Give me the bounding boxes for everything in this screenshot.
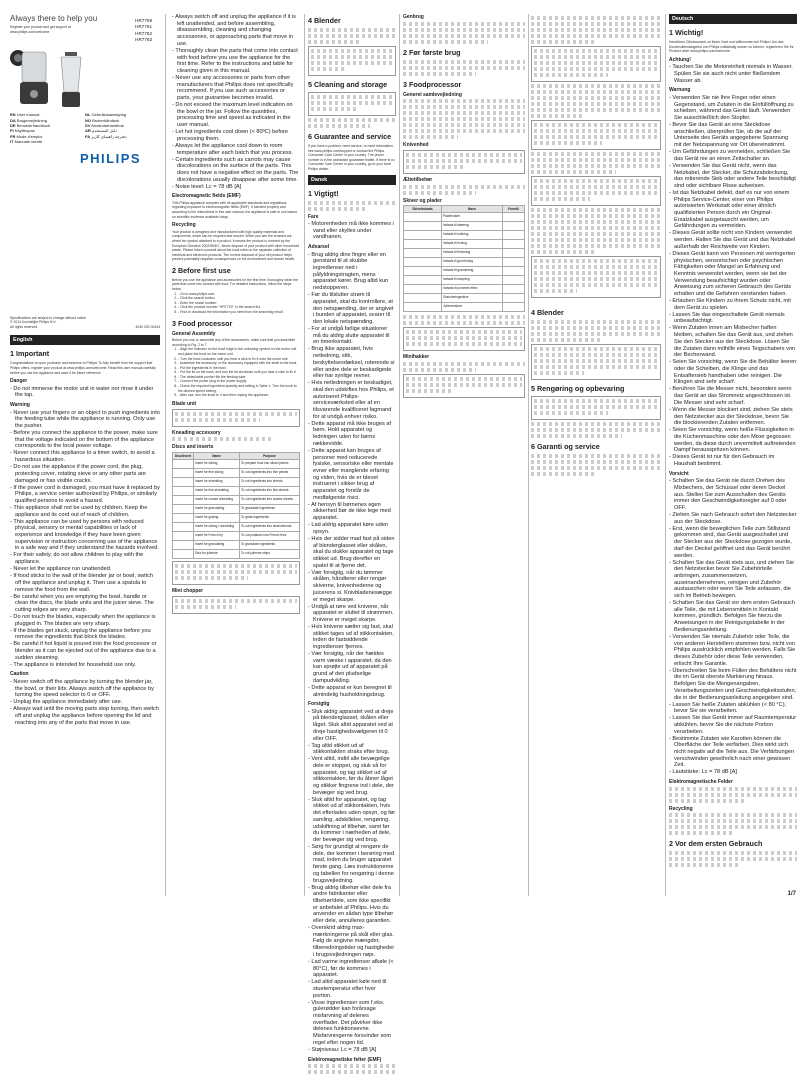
list-item: - Brug aldrig dine fingre eller en genstand til at skubbe ingredienser ned i påfyldningstragten, mens apparatet kører. Brug altid kun nedstopperen. [308, 251, 389, 292]
philips-logo: PHILIPS [80, 150, 142, 166]
food-processor-heading: 3 Food processor [172, 318, 233, 328]
list-item: - Do not use the appliance if the power cord, the plug, protecting cover, rotating sieve or any other parts are damaged or has visible cracks. [10, 464, 146, 484]
list-item: - Verwenden Sie nie Ihre Finger oder einen Gegenstand, um Zutaten in die Einfüllöffnung zu schieben, während das Gerät läuft. Verwenden Sie ausschließlich den Stopfer. [669, 94, 794, 121]
model-number: HR7761 [135, 24, 152, 30]
section-english: English [10, 335, 160, 345]
section-danish: Dansk [308, 175, 396, 185]
advarsel-list [308, 252, 396, 699]
advarsel-heading: Advarsel [308, 244, 330, 251]
caution-list [10, 679, 160, 727]
discs-heading: Discs and inserts [172, 444, 214, 451]
heading-vigtigt: 1 Vigtigt! [308, 188, 339, 198]
list-item: - For their safety, do not allow children to play with the appliance. [10, 552, 144, 566]
lang-entry: SV Användarhandbok [85, 123, 124, 128]
note-box [172, 596, 300, 614]
list-item: - Wenn die Messer blockiert sind, ziehen Sie stets den Netzstecker aus der Steckdose, bevor Sie die blockierenden Zutaten entfernen. [669, 406, 793, 427]
warning-list [10, 410, 160, 669]
column-divider [165, 14, 166, 896]
emf-heading: Electromagnetic fields (EMF) [172, 193, 241, 200]
list-item: - Thoroughly clean the parts that come into contact with food before you use the appliance for the first time. Refer to the instructions and table for cleaning given in this manual. [172, 47, 298, 74]
list-item: - Før du tilslutter strøm til apparatet, skal du kontrollere, at den netspænding, der er angivet i bunden af apparatet, svarer til den lokale netspænding. [308, 292, 394, 325]
list-item: - Lad varme ingredienser afkøle (< 80°C), før de kommes i apparatet. [308, 958, 394, 979]
list-item: - Dieses Gerät sollte nicht von Kindern verwendet werden. Halten Sie das Gerät und das Netzkabel außerhalb der Reichweite von Kindern. [669, 230, 796, 250]
step: 6. - The detachable pusher fits the feeding tube. [178, 375, 300, 380]
list-item: - Sluk aldrig apparatet ved at dreje på blenderglasset, skålen eller låget. Sluk altid apparatet ved at dreje hastighedsvælgeren til 0 eller OFF. [308, 708, 394, 742]
assembly-text: Before you use or assemble any of the accessories, make sure that you assemble according to Fig. 2 to 7. [172, 338, 296, 347]
foodprocessor-heading: 3 Foodprocessor [403, 79, 462, 89]
recycling-heading: Recycling [172, 222, 196, 229]
list-item: - Bestimmte Zutaten wie Karotten können die Oberfläche der Teile verfärben. Dies wirkt sich nicht negativ auf die Teile aus. Die Verfärbungen verschwinden gewöhnlich nach einer gewissen Zeit. [669, 735, 794, 769]
caution-heading: Caution [10, 671, 29, 678]
danger-heading: Danger [10, 378, 28, 385]
list-item: - Undgå at røre ved knivene, når apparatet er sluttet til strømmen. Knivene er meget skarpe. [308, 603, 394, 623]
lang-entry: NL Gebruiksaanwijzing [85, 112, 127, 118]
table-row: Insert for shredding To cut ingredients into shreds [173, 477, 300, 486]
list-item: - Lassen Sie heiße Zutaten abkühlen (< 80 °C), bevor Sie sie verarbeiten. [669, 701, 787, 715]
note-box [531, 344, 661, 380]
list-item: - If food sticks to the wall of the blender jar or bowl, switch off the appliance and unplug it. Then use a spatula to remove the food from the wall. [10, 573, 154, 593]
copyright: © 2014 Koninklijke Philips N.V. [10, 320, 57, 325]
list-item: - Dette apparat må ikke bruges af børn. Hold apparatet og ledningen uden for børns rækkevidde. [308, 420, 392, 447]
guarantee-heading: 6 Guarantee and service [308, 132, 392, 141]
table-row: Insert for grating To grate ingredients [173, 513, 300, 522]
list-item: - Verwenden Sie das Gerät nicht, wenn das Netzkabel, der Stecker, die Schutzabdeckung, das rotierende Sieb oder andere Teile beschädigt sind oder sichtbare Risse aufweisen. [669, 162, 796, 189]
table-row: Insert for granulating To granulate ingredients [173, 504, 300, 513]
heading-wichtig: 1 Wichtig! [669, 28, 704, 37]
foer-foerste-brug-heading: 2 Før første brug [403, 47, 461, 57]
list-item: - Tauchen Sie die Motoreinheit niemals in Wasser. Spülen Sie sie auch nicht unter fließendem Wasser ab. [669, 64, 793, 84]
list-item: - Ist das Netzkabel defekt, darf es nur von einem Philips Service-Center, einer von Philips autorisierten Werkstatt oder einer ähnlich qualifizierten Person durch ein Original-Ersatzkabel ausgetauscht werden, um Gefährdungen zu vermeiden. [669, 189, 790, 230]
list-item: - Bevor Sie das Gerät an eine Steckdose anschließen, überprüfen Sie, ob die auf der Unterseite des Geräts angegebene Spannung mit der Netzspannung vor Ort übereinstimmt. [669, 122, 789, 149]
list-item: - Unplug the appliance immediately after use. [10, 699, 123, 706]
list-item: - The appliance is intended for household use only. [10, 661, 137, 668]
column-german [669, 0, 797, 904]
list-item: - Seien Sie vorsichtig, wenn heiße Flüssigkeiten in die Küchenmaschine oder den Mixer gegossen werden, da diese durch unvermittelt auftretenden Dampf herausspritzen können. [669, 427, 796, 454]
note-box [172, 561, 300, 585]
emf-heading-de: Elektromagnetische Felder [669, 779, 733, 786]
table-row: Insert for slicing To prepare food into sliced pieces [173, 459, 300, 468]
column-divider [528, 14, 529, 896]
list-item: - Do not touch the blades, especially when the appliance is plugged in. The blades are very sharp. [10, 613, 156, 627]
note-box [403, 327, 525, 351]
table-row: Disc for julienne To cut julienne strips [173, 549, 300, 558]
recycling-text: Your product is designed and manufactured with high quality materials and components, which can be recycled and reused. When you see the crossed-out wheel bin symbol attached to a product, it means the product is covered by the European Directive 2002/96/EC. Never dispose of your product with other household waste. Please inform yourself about the local rules on the separate collection of electrical and electronic products. The correct disposal of your old product helps prevent potentially negative consequences on the environment and human health. [172, 229, 300, 262]
list-item: - Af hensyn til børnenes egen sikkerhed bør de ikke lege med apparatet. [308, 501, 391, 522]
generel-samlevejledning: Generel samlevejledning [403, 91, 462, 98]
setup-steps [172, 292, 300, 315]
danger-list [10, 386, 160, 399]
list-item: - Always wait until the moving parts stop turning, then switch off and unplug the appliance before opening the lid and reaching into any of the parts that move in use. [10, 706, 159, 726]
blade-unit-heading: Blade unit [172, 400, 197, 407]
table-row: Insert for fine shredding To cut ingredients into fine shreds [173, 486, 300, 495]
caution-list-continued [172, 14, 300, 190]
lang-entry: AR دليل المستخدم [85, 128, 117, 134]
table-row: Insert for granulating To granulate ingredients [173, 540, 300, 549]
lang-entry: FR Mode d'emploi [10, 133, 43, 139]
table-row: Insert for coarse shredding To cut ingredients into coarse shreds [173, 495, 300, 504]
step: 4. - Put the ingredients in the bowl. [178, 366, 300, 371]
table-row: Indsats til granulering [404, 267, 525, 276]
list-item: - Berühren Sie die Messer nicht, besonders wenn das Gerät an das Stromnetz angeschlossen ist. Die Messer sind sehr scharf. [669, 386, 792, 406]
table-header: Disc/Insert [173, 452, 194, 459]
list-item: - Brug aldrig tilbehør eller dele fra andre fabrikanter eller tilbehør/dele, som ikke specifikt er anbefalet af Philips. Hvis du anvender en sådan type tilbehør eller dele, annulleres garantien. [308, 884, 394, 925]
cleaning-heading: 5 Cleaning and storage [308, 80, 388, 89]
model-number: HR7759 [135, 18, 152, 23]
table-row: Pladeholder [404, 213, 525, 222]
guarantee-text: If you have a problem, need service, or need information, see www.philips.com/support or contact the Philips Consumer Care Center in your country. The phone number is in the worldwide guarantee leaflet. If there is no Consumer Care Center in your country, go to your local Philips dealer. [308, 144, 395, 171]
list-item: - Vær forsigtig, når du tømmer skålen, håndterer eller rengør skiverne, knivenhederne og juicerens si. Knivbladenesægge er meget skarpe. [308, 569, 392, 603]
list-item: - Never connect this appliance to a timer switch, to avoid a hazardous situation. [10, 450, 155, 464]
list-item: - Vent altid, indtil alle bevægelige dele er stoppet, og sluk så for apparatet, og tag stikket ud af stikkontakten, før du åbner låget og stikker fingrene ind i dele, der bevæger sig ved brug. [308, 756, 394, 796]
note-box [308, 46, 396, 76]
list-item: - Lassen Sie das Gerät immer auf Raumtemperatur abkühlen, bevor Sie die nächste Portion verarbeiten. [669, 715, 797, 735]
aeltetilbehoer-heading: Æltetilbehør [403, 177, 433, 183]
section-german: Deutsch [669, 14, 797, 24]
note-box [172, 409, 300, 427]
note-box [531, 256, 661, 298]
list-item: - Be careful if hot liquid is poured into the food processor or blender as it can be ejected out of the appliance due to a sudden steaming. [10, 641, 157, 661]
step: 9. - After use, turn the knob to 0 and then unplug the appliance. [178, 393, 300, 398]
step: 2. - Click the search button. [178, 296, 300, 301]
note-box [403, 150, 525, 174]
blender-jar-image [58, 52, 84, 108]
emf-heading-da: Elektromagnetiske felter (EMF) [308, 1056, 382, 1063]
table-row: Indsats til finrivning [404, 249, 525, 258]
assembly-steps [172, 347, 300, 398]
cover-footer [10, 316, 160, 330]
table-row: Indsats til rivning [404, 240, 525, 249]
list-item: - This appliance can be used by persons with reduced physical, sensory or mental capabilities or lack of experience and knowledge if they have been given supervision or instruction concerning use of the appliance in a safe way and if they understand the hazards involved. [10, 518, 159, 552]
list-item: - Um Gefährdungen zu vermeiden, schließen Sie das Gerät nie an einen Zeitschalter an. [669, 149, 791, 162]
lang-entry: DE Benutzerhandbuch [10, 123, 51, 128]
list-item: - Schalten Sie das Gerät vor dem ersten Gebrauch alle Teile, die mit Lebensmitteln in Kontakt kommen, gründlich. Befolgen Sie hierzu die Anweisungen in der Reinigungstabelle in der Bedienungsanleitung. [669, 600, 795, 633]
food-processor-image [10, 46, 50, 108]
model-number: HR7763 [135, 37, 152, 43]
step: 7. - Connect the power plug to the power supply. [178, 379, 300, 384]
step: 3. - Assemble the accessory, or the accessory equipped with the shaft to the bowl. [178, 361, 300, 366]
register-line-1: Register your product and get support at [10, 25, 71, 29]
lang-entry: EN User manual [10, 112, 40, 118]
rengoering-heading: 5 Rengøring og opbevaring [531, 384, 625, 393]
rights: All rights reserved. [10, 324, 39, 329]
list-item: - Dieses Gerät kann von Personen mit verringerten physischen, sensorischen oder psychischen Fähigkeiten oder Mangel an Erfahrung und Kenntnis verwendet werden, wenn sie bei der Verwendung beaufsichtigt wurden oder Anweisung zum sicheren Gebrauch des Geräts erhalten und die Gefahren verstanden haben. [669, 250, 796, 298]
column-divider [665, 14, 666, 896]
table-row: Insert for French fry To cut potatoes into French fries [173, 531, 300, 540]
list-item: - Visse ingredienser som f.eks. gulerødder kan forårsage misfarvning af delenes overflader. Det påvirker ikke delenes funktionsevne. Misfarvningerne forsvinder som regel efter nogen tid. [308, 999, 392, 1046]
emf-text: This Philips appliance complies with all applicable standards and regulations regarding exposure to electromagnetic fields (EMF). If handled properly and according to the instructions in this user manual, the appliance is safe to use based on scientific evidence available today. [172, 200, 297, 219]
list-item: - This appliance shall not be used by children. Keep the appliance and its cord out of reach of children. [10, 504, 148, 518]
list-item: - Hvis der sidder mad fast på siden af blenderglasset eller skålen, skal du slukke apparatet og tage stikket ud. Brug derefter en spatel til at fjerne det. [308, 535, 395, 569]
garanti-heading: 6 Garanti og service [531, 442, 600, 451]
lang-entry: NO Brukerhåndbok [85, 117, 120, 123]
heading-important: 1 Important [10, 349, 50, 359]
before-first-use-heading: 2 Before first use [172, 265, 231, 275]
vorsicht-heading: Vorsicht [669, 470, 689, 477]
list-item: - Never use your fingers or an object to push ingredients into the feeding tube while the appliance is running. Only use the pusher. [10, 409, 160, 429]
list-item: - Verwenden Sie niemals Zubehör oder Teile, die von anderen Herstellern stammen bzw. nicht von Philips ausdrücklich empfohlen werden. Falls Sie dieses Zubehör oder diese Teile verwenden, erlischt Ihre Garantie. [669, 633, 796, 667]
warnung-list [669, 95, 797, 468]
note-box [531, 176, 661, 206]
mini-chopper-heading: Mini chopper [172, 587, 204, 594]
column-divider [399, 14, 400, 896]
step: 4. - Click the product number "HR77XX" in the search list. [178, 305, 300, 310]
list-item: - Støjniveau: Lc = 78 dB [A] [308, 1046, 377, 1053]
before-first-use-text: Before you use the appliance and accessories for the first time, thoroughly clean the parts that come into contact with food. For detailed instructions, follow the steps below. [172, 277, 299, 292]
list-item: - Never let the appliance run unattended. [10, 566, 112, 573]
list-item: - Schalten Sie das Gerät nie durch Drehen des Mixbechers, der Schüssel oder deren Deckel aus. Stellen Sie zum Ausschalten des Geräts immer den Geschwindigkeitsregler auf 0 oder OFF. [669, 478, 787, 512]
column-blender-danish [308, 0, 396, 1063]
achtung-list [669, 64, 797, 84]
minihakker-heading: Minihakker [403, 354, 430, 360]
table-row: Insert for slicing / shredding To cut ingredients into slices/shreds [173, 522, 300, 531]
list-item: - Lassen Sie das eingeschaltete Gerät niemals unbeaufsichtigt. [669, 311, 785, 325]
list-item: - Motorenheden må ikke kommes i vand eller skylles under vandhanen. [308, 221, 394, 241]
spec-note: Specifications are subject to change without notice [10, 315, 86, 320]
discs-table [172, 452, 300, 559]
lang-entry: DA Brugervejledning [10, 117, 47, 123]
fare-heading: Fare [308, 213, 319, 220]
step: 1. - Go to www.philips.com. [178, 292, 300, 297]
list-item: - Certain ingredients such as carrots may cause discolorations on the surface of the parts. This does not have a negative effect on the parts. The discolorations usually disappear after some time. [172, 156, 299, 183]
recycling-heading-de: Recycling [669, 805, 693, 812]
register-url: www.philips.com/welcome [10, 29, 50, 34]
column-cover-english [10, 0, 160, 904]
note-box [403, 374, 525, 398]
step: 2. - Turn the bowl clockwise until you hear a click to fix it onto the motor unit. [178, 357, 300, 362]
caution-box [308, 92, 396, 116]
table-header: Name [194, 452, 240, 459]
list-item: - Wenn Zutaten innen am Mixbecher haften bleiben, schalten Sie das Gerät aus, und ziehen Sie den Stecker aus der Steckdose. Lösen Sie die Zutaten dann mithilfe eines Teigschabers von der Becherwand. [669, 325, 796, 359]
table-row: Indsats til raspning [404, 276, 525, 285]
kneading-heading: Kneading accessory [172, 429, 221, 436]
list-item: - Be careful when you are emptying the bowl, handle or clean the discs, the blade units and the juicer sieve. The cutting edges are very sharp. [10, 593, 154, 613]
list-item: - If the power cord is damaged, you must have it replaced by Philips, a service center authorized by Philips, or similarly qualified persons to avoid a hazard. [10, 484, 160, 504]
genbrug-heading: Genbrug [403, 14, 424, 20]
step: 5. - Find or download the information you need from the searching result. [178, 310, 300, 315]
skiver-heading: Skiver og plader [403, 197, 442, 204]
intro-de: Herzlichen Glückwunsch zu Ihrem Kauf und willkommen bei Philips! Um das Kundendienstangebot von Philips vollständig nutzen zu können, registrieren Sie Ihr Produkt unter www.philips.com/welcome. [669, 40, 794, 54]
model-number: HR7762 [135, 30, 152, 36]
list-item: - Let hot ingredients cool down (< 80ºC) before processing them. [172, 129, 289, 142]
table-row: Julienneskive [404, 303, 525, 312]
blender-heading-da: 4 Blender [531, 308, 564, 317]
lang-entry: IT Manuale utente [10, 139, 43, 145]
list-item: - For at undgå farlige situationer må du aldrig slutte apparatet til en timerkontakt. [308, 326, 390, 346]
forsigtig-list [308, 709, 396, 1054]
lang-entry: FA دفترچه راهنمای کاربر [85, 133, 127, 139]
list-item: - Dette apparat er kun beregnet til almindelig husholdningsbrug. [308, 684, 392, 698]
list-item: - Überschreiten Sie beim Füllen des Behälters nicht die im Gerät oberste Markierung hinaus. Befolgen Sie die Mengenangaben, Verarbeitungszeiten und Geschwindigkeitsstufen, die in der Bedienungsanleitung angegeben sind. [669, 667, 797, 701]
step: 8. - Check the required ingredient quantity and setting in Table 1. Turn the knob to the desired speed setting. [178, 384, 300, 393]
table-header: Purpose [239, 452, 299, 459]
list-item: - Sluk altid for apparatet, og tag stikket ud af stikkontakten, hvis det efterlades uden opsyn, og før samling, adskillelse, rengøring, udskiftning af tilbehør, samt før du kommer i nærheden af dele, der bevæger sig ved brug. [308, 796, 396, 843]
table-row: Insert for fine slicing To cut ingredients into thin pieces [173, 468, 300, 477]
list-item: - If the blades get stuck, unplug the appliance before you remove the ingredients that block the blades. [10, 627, 151, 641]
step: 1. - Align the indicator on the bowl edge to the unlocking symbol on the motor unit and place the bowl on the motor unit. [178, 347, 300, 356]
table-row: Indsats til snitning [404, 231, 525, 240]
list-item: - Never switch off the appliance by turning the blender jar, the bowl, or their lids. Always switch off the appliance by turning the speed selector to 0 or OFF. [10, 678, 154, 699]
list-item: - Erlauben Sie Kindern zu ihrem Schutz nicht, mit dem Gerät zu spielen. [669, 298, 791, 311]
column-danish-continued [403, 0, 525, 904]
lang-entry: FI Käyttöopas [10, 128, 35, 134]
list-item: - Do not exceed the maximum level indication on the bowl or the jar. Follow the quantities, processing time and speed as indicated in the user manual. [172, 102, 293, 129]
forsigtig-heading: Forsigtig [308, 701, 330, 708]
table-header: Navn [442, 206, 503, 213]
model-list [135, 18, 152, 44]
caution-box [531, 396, 661, 420]
list-item: - Sørg for grundigt at rengøre de dele, der kommer i berøring med mad, inden du bruger apparatet første gang. Læs instruktionerne og tabellen for rengøring i denne brugsvejledning. [308, 843, 395, 884]
list-item: - Do not immerse the motor unit in water nor rinse it under the tap. [10, 385, 154, 399]
blender-heading: 4 Blender [308, 16, 341, 25]
list-item: - Schalten Sie das Gerät stets aus, und ziehen Sie den Netzstecker bevor Sie Zubehörteile anbringen, zusammensetzen, auseinandernehmen, reinigen und Zubehör austauschen oder wenn Sie Teile anfassen, die sich im Betrieb bewegen. [669, 559, 794, 600]
vor-dem-ersten-gebrauch-heading: 2 Vor dem ersten Gebrauch [669, 839, 763, 849]
warning-heading: Warning [10, 402, 30, 409]
list-item: - Ziehen Sie nach Gebrauch sofort den Netzstecker aus der Steckdose. [669, 512, 797, 525]
step: 3. - Enter the model number. [178, 301, 300, 306]
achtung-heading: Achtung! [669, 56, 691, 63]
table-row: Indsats til skæring [404, 222, 525, 231]
knivenhed-heading: Knivenhed [403, 142, 429, 148]
list-item: - Brug ikke apparatet, hvis netledning, stik, beskyttelsesdæksel, roterende si eller andre dele er beskadigede eller har synlige revner. [308, 346, 395, 380]
list-item: - Vær forsigtig, når der hældes varm væske i apparatet, da den kan sprøjte ud af apparatet på grund af den pludselige dampudvikling. [308, 651, 392, 684]
cover-title: Always there to help you [10, 14, 98, 23]
list-item: - Never use any accessories or parts from other manufacturers that Philips does not specifically recommend. If you use such accessories or parts, your guarantee becomes invalid. [172, 74, 294, 102]
general-assembly-heading: General Assembly [172, 330, 216, 337]
table-row: Indsats til grovrivning [404, 258, 525, 267]
list-item: - Erst, wenn die beweglichen Teile zum Stillstand gekommen sind, das Gerät ausgeschaltet und der Stecker aus der Steckdose gezogen wurde, darf der Deckel geöffnet und das Gerät berührt werden. [669, 525, 792, 559]
table-row: Granuleringsskive [404, 294, 525, 303]
list-item: - Dette apparat kan bruges af personer med reducerede fysiske, sensoriske eller mentale evner eller manglende erfaring og viden, hvis de er blevet instrueret i sikker brug af apparatet og forstår de medfølgende risici. [308, 447, 394, 501]
step: 5. - Put the lid on the bowl, and turn the lid clockwise until you hear a click to fix it. [178, 370, 300, 375]
warnung-heading: Warnung [669, 87, 691, 94]
list-item: - Tag altid stikket ud af stikkontakten straks efter brug. [308, 742, 390, 756]
product-photo [10, 38, 160, 108]
column-english-continued [172, 0, 300, 904]
document-code: 4240 002 00434 [135, 324, 160, 329]
column-divider [304, 14, 305, 896]
language-index [10, 112, 160, 144]
note-box [531, 46, 661, 82]
list-item: - Always let the appliance cool down to room temperature after each batch that you process. [172, 142, 293, 156]
list-item: - Noise level: Lc = 78 dB [A] [172, 183, 242, 190]
note-box [531, 120, 661, 150]
list-item: - Dieses Gerät ist nur für den Gebrauch im Haushalt bestimmt. [669, 454, 775, 468]
list-item: - Before you connect the appliance to the power, make sure that the voltage indicated on the bottom of the appliance corresponds to the local power voltage. [10, 430, 158, 450]
column-danish-blender [531, 0, 661, 904]
list-item: - Hvis netledningen er beskadiget, skal den udskiftes hos Philips, et autoriseret Philips-serviceværksted eller af en tilsvarende kvalificeret fagmand for at undgå enhver risiko. [308, 380, 394, 420]
list-item: - Always switch off and unplug the appliance if it is left unattended, and before assembling, disassembling, cleaning and changing accessories, or approaching parts that move in use. [172, 14, 296, 47]
table-header: Skive/indsats [404, 206, 442, 213]
fare-list [308, 221, 396, 241]
table-header: Formål [502, 206, 524, 213]
intro-en: Congratulations on your purchase and welcome to Philips! To fully benefit from the support that Philips offers, register your product at www.philips.com/welcome. Read this user manual carefully before you use the appliance and save it for future reference. [10, 361, 156, 375]
page-number: 1/7 [787, 891, 796, 897]
list-item: - Lad aldrig apparatet køre uden opsyn. [308, 522, 388, 535]
list-item: - Lautstärke: Lc = 78 dB [A] [669, 769, 737, 776]
list-item: - Overskrid aldrig max-mærkningerne på skål eller glas. Følg de angivne mængder, tilberedningstider og hastigheder i brugsvejledningen nøje. [308, 925, 395, 958]
table-row: Indsats til pommes frites [404, 285, 525, 294]
list-item: - Hvis knivene sætter sig fast, skal stikket tages ud af stikkontakten, inden de fastsiddende ingredienser fjernes. [308, 623, 394, 651]
list-item: - Seien Sie vorsichtig, wenn Sie die Behälter leeren oder die Scheiben, die Klinge und das Entsaftersieb handhaben oder reinigen. Die Klingen sind sehr scharf. [669, 359, 797, 386]
vorsicht-list [669, 478, 797, 776]
danish-discs-table [403, 205, 525, 312]
list-item: - Lad altid apparatet køle ned til stuetemperatur efter hver portion. [308, 979, 387, 999]
